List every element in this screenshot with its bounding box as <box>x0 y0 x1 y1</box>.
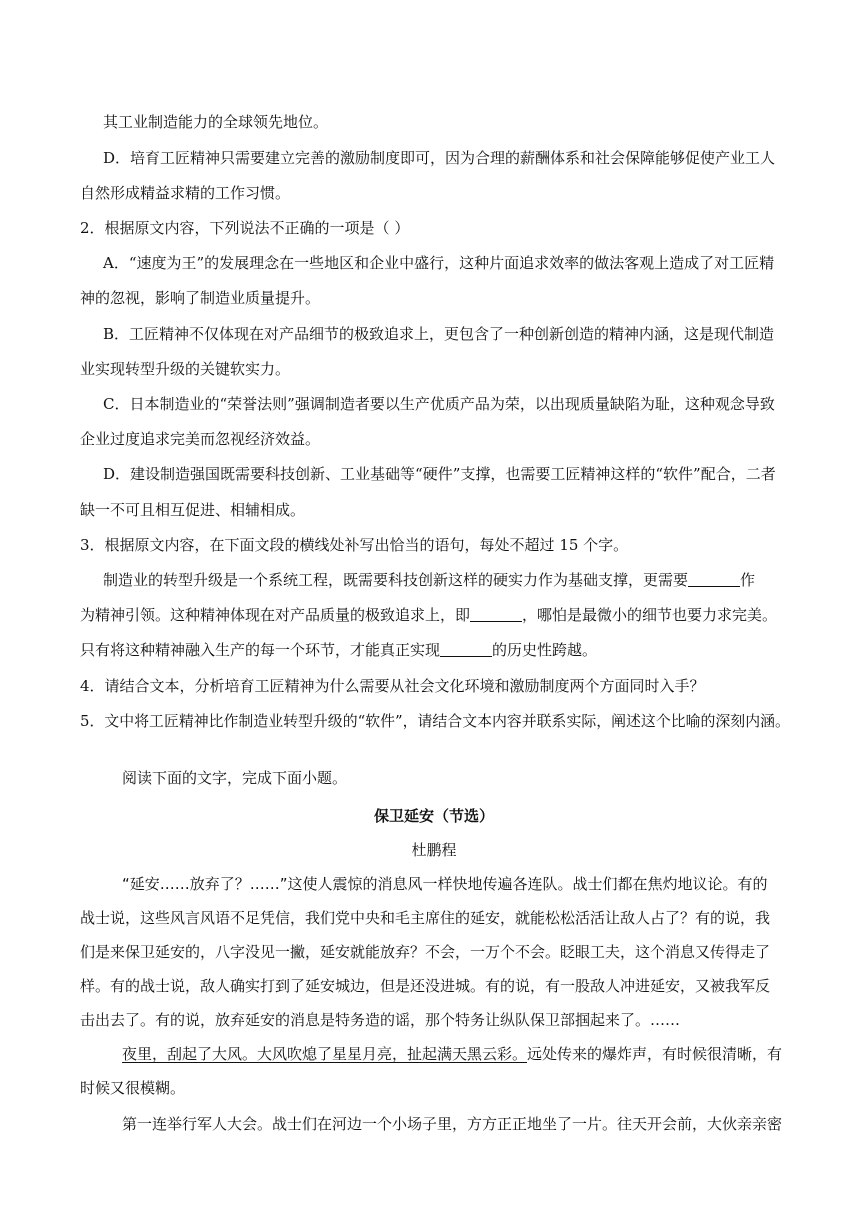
passage-p1-line1: “延安……放弃了？……”这使人震惊的消息风一样快地传遍各连队。战士们都在焦灼地议论。有的 <box>122 875 768 893</box>
passage-p1-line5: 击出去了。有的说，放弃延安的消息是特务造的谣，那个特务让纵队保卫部掴起来了。…… <box>80 1011 681 1029</box>
passage-author: 杜鹏程 <box>411 841 457 859</box>
answer-blank-2[interactable] <box>470 607 522 622</box>
passage-p2-line2: 时候又很模糊。 <box>80 1079 186 1097</box>
q3-line3-tail: 的历史性跨越。 <box>492 641 598 659</box>
passage-p2-line1 <box>122 1044 782 1064</box>
q2-option-c-line1: C．日本制造业的“荣誉法则”强调制造者要以生产优质产品为荣，以出现质量缺陷为耻，这种观念导致 <box>103 395 775 413</box>
option-d-line2: 自然形成精益求精的工作习惯。 <box>80 184 291 202</box>
q3-line3-text: 只有将这种精神融入生产的每一个环节，才能真正实现 <box>80 641 441 659</box>
q2-option-c-line2: 企业过度追求完美而忽视经济效益。 <box>80 430 321 448</box>
passage-p3-line1: 第一连举行军人大会。战士们在河边一个小场子里，方方正正地坐了一片。往天开会前，大伙亲亲密 <box>122 1115 783 1133</box>
q3-line1-tail: 作 <box>740 571 756 589</box>
option-c-tail: 其工业制造能力的全球领先地位。 <box>103 113 329 131</box>
q2-option-b-line1: B．工匠精神不仅体现在对产品细节的极致追求上，更包含了一种创新创造的精神内涵，这是现代制造 <box>103 325 775 343</box>
passage-title: 保卫延安（节选） <box>373 807 494 825</box>
q3-line2-text: 为精神引领。这种精神体现在对产品质量的极致追求上，即 <box>80 606 471 624</box>
q2-option-d-line1: D．建设制造强国既需要科技创新、工业基础等“硬件”支撑，也需要工匠精神这样的“软件”配合，二者 <box>103 465 776 483</box>
passage-p2-rest: 远处传来的爆炸声，有时候很清晰，有 <box>527 1045 783 1063</box>
q3-passage-line2 <box>80 605 777 625</box>
q3-passage-line3 <box>80 640 597 660</box>
q3-passage-line1 <box>103 570 755 590</box>
question-5: 5．文中将工匠精神比作制造业转型升级的“软件”，请结合文本内容并联系实际，阐述这个比喻的深刻内涵。 <box>80 712 790 730</box>
passage-p1-line3: 们是来保卫延安的，八字没见一撇，延安就能放弃？不会，一万个不会。眨眼工夫，这个消息又传得走了 <box>80 943 771 961</box>
answer-blank-1[interactable] <box>688 572 740 587</box>
question-2-stem: 2．根据原文内容，下列说法不正确的一项是（ ） <box>80 219 410 237</box>
underlined-sentence: 夜里，刮起了大风。大风吹熄了星星月亮，扯起满天黑云彩。 <box>122 1045 528 1063</box>
q2-option-d-line2: 缺一不可且相互促进、相辅相成。 <box>80 501 306 519</box>
question-4: 4．请结合文本，分析培育工匠精神为什么需要从社会文化环境和激励制度两个方面同时入手？ <box>80 677 705 695</box>
q2-option-a-line2: 神的忽视，影响了制造业质量提升。 <box>80 289 321 307</box>
reading-intro: 阅读下面的文字，完成下面小题。 <box>122 769 348 787</box>
q3-line1-text: 制造业的转型升级是一个系统工程，既需要科技创新这样的硬实力作为基础支撑，更需要 <box>103 571 689 589</box>
question-3-stem: 3．根据原文内容，在下面文段的横线处补写出恰当的语句，每处不超过 15 个字。 <box>80 536 629 554</box>
answer-blank-3[interactable] <box>440 642 492 657</box>
q3-line2-tail: ，哪怕是最微小的细节也要力求完美。 <box>522 606 778 624</box>
option-d-line1: D．培育工匠精神只需要建立完善的激励制度即可，因为合理的薪酬体系和社会保障能够促使产业工人 <box>103 149 776 167</box>
q2-option-b-line2: 业实现转型升级的关键软实力。 <box>80 360 291 378</box>
passage-p1-line2: 战士说，这些风言风语不足凭信，我们党中央和毛主席住的延安，就能松松活活让敌人占了？有的说，我 <box>80 909 771 927</box>
q2-option-a-line1: A．“速度为王”的发展理念在一些地区和企业中盛行，这种片面追求效率的做法客观上造成了对工匠精 <box>103 254 775 272</box>
passage-p1-line4: 样。有的战士说，敌人确实打到了延安城边，但是还没进城。有的说，有一股敌人冲进延安，又被我军反 <box>80 977 771 995</box>
